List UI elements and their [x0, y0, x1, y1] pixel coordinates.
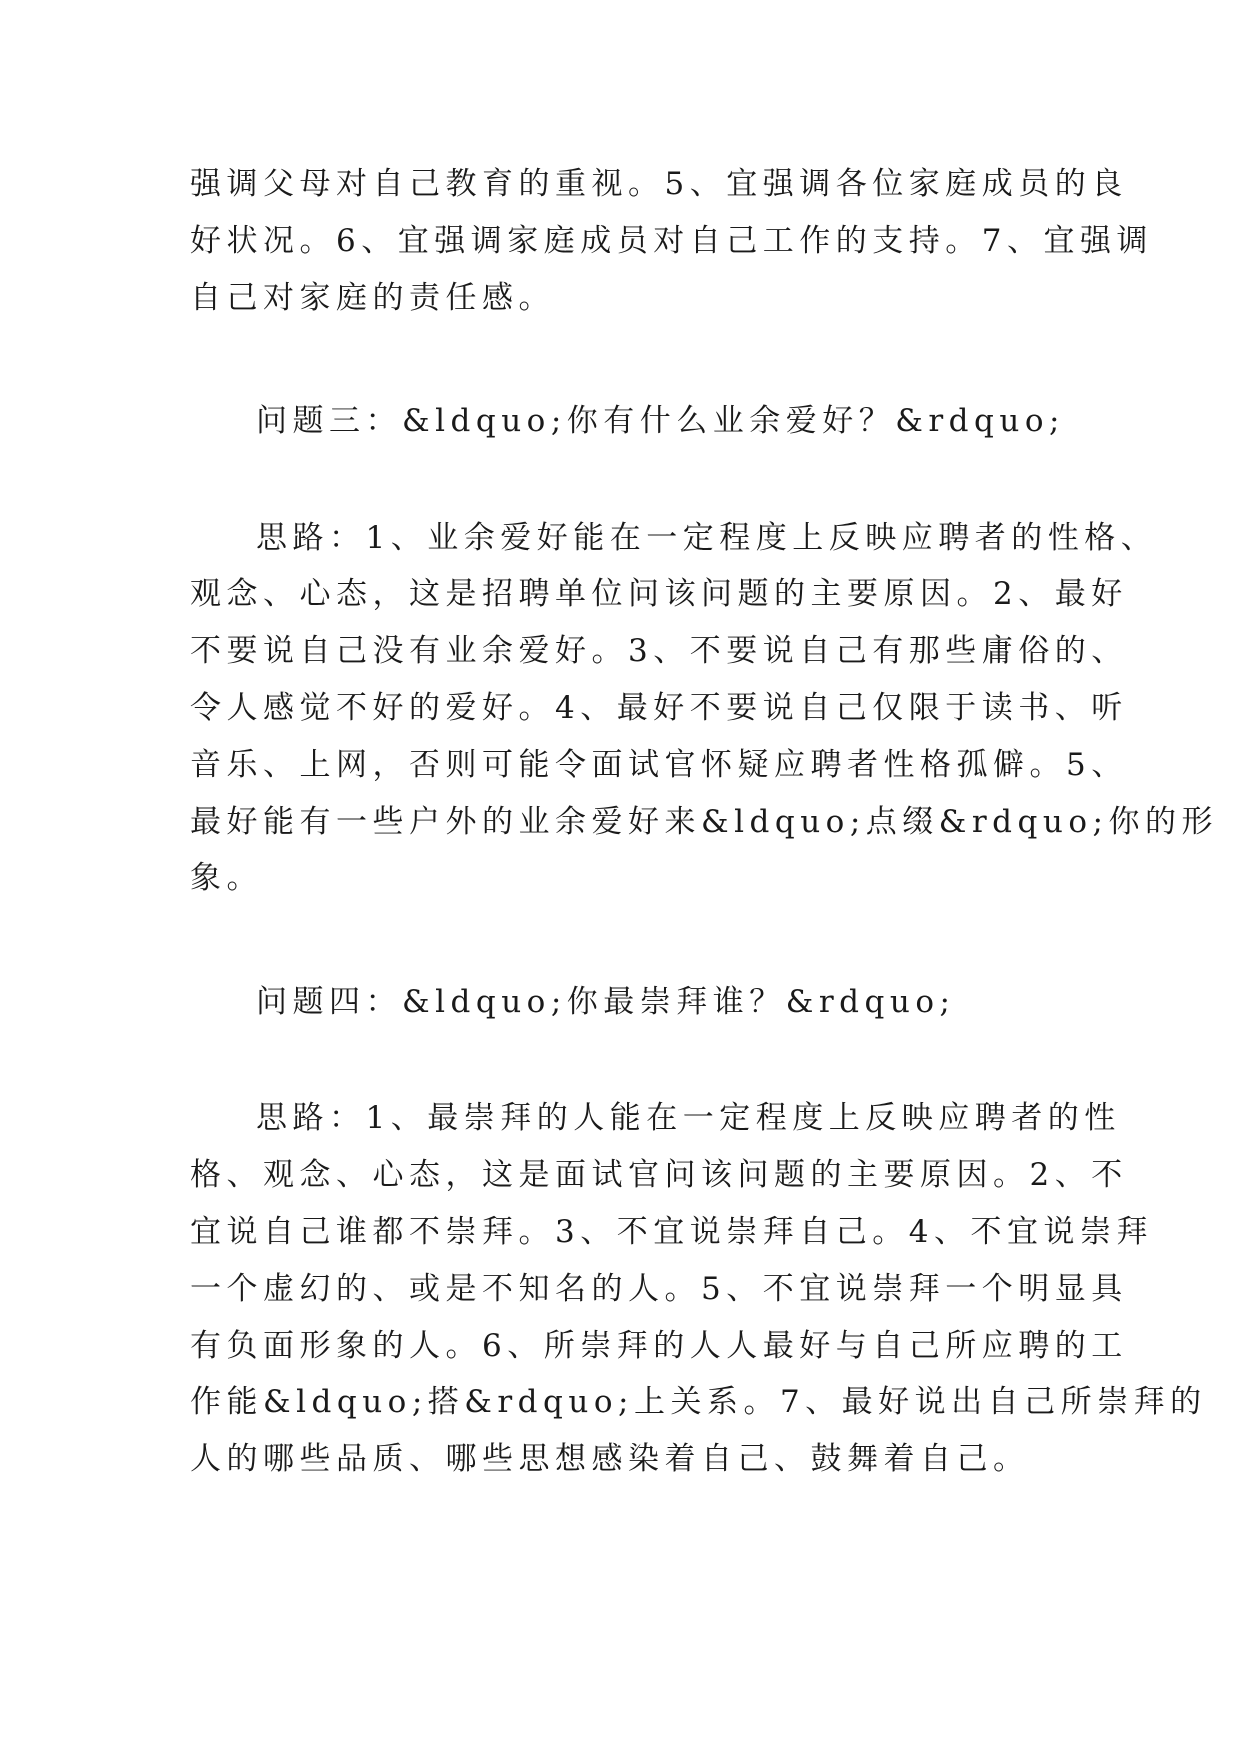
answer-3-line-7: 象。 — [190, 860, 263, 896]
question-4-heading: 问题四：&ldquo;你最崇拜谁？&rdquo; — [256, 984, 956, 1020]
answer-4-line-2: 格、观念、心态，这是面试官问该问题的主要原因。2、不 — [190, 1157, 1128, 1193]
answer-3-line-6: 最好能有一些户外的业余爱好来&ldquo;点缀&rdquo;你的形 — [190, 804, 1218, 840]
paragraph-1-line-3: 自己对家庭的责任感。 — [190, 280, 555, 316]
answer-4-line-5: 有负面形象的人。6、所崇拜的人人最好与自己所应聘的工 — [190, 1328, 1128, 1364]
answer-4-line-1: 思路：1、最崇拜的人能在一定程度上反映应聘者的性 — [256, 1100, 1121, 1136]
answer-3-line-5: 音乐、上网，否则可能令面试官怀疑应聘者性格孤僻。5、 — [190, 747, 1128, 783]
answer-4-line-6: 作能&ldquo;搭&rdquo;上关系。7、最好说出自己所崇拜的 — [190, 1384, 1207, 1420]
answer-4-line-4: 一个虚幻的、或是不知名的人。5、不宜说崇拜一个明显具 — [190, 1271, 1128, 1307]
paragraph-1-line-1: 强调父母对自己教育的重视。5、宜强调各位家庭成员的良 — [190, 166, 1128, 202]
answer-3-line-1: 思路：1、业余爱好能在一定程度上反映应聘者的性格、 — [256, 520, 1158, 556]
question-3-heading: 问题三：&ldquo;你有什么业余爱好？&rdquo; — [256, 403, 1065, 439]
answer-3-line-4: 令人感觉不好的爱好。4、最好不要说自己仅限于读书、听 — [190, 690, 1128, 726]
paragraph-1-line-2: 好状况。6、宜强调家庭成员对自己工作的支持。7、宜强调 — [190, 223, 1153, 259]
answer-3-line-3: 不要说自己没有业余爱好。3、不要说自己有那些庸俗的、 — [190, 633, 1128, 669]
answer-3-line-2: 观念、心态，这是招聘单位问该问题的主要原因。2、最好 — [190, 576, 1128, 612]
answer-4-line-7: 人的哪些品质、哪些思想感染着自己、鼓舞着自己。 — [190, 1441, 1030, 1477]
answer-4-line-3: 宜说自己谁都不崇拜。3、不宜说崇拜自己。4、不宜说崇拜 — [190, 1214, 1153, 1250]
